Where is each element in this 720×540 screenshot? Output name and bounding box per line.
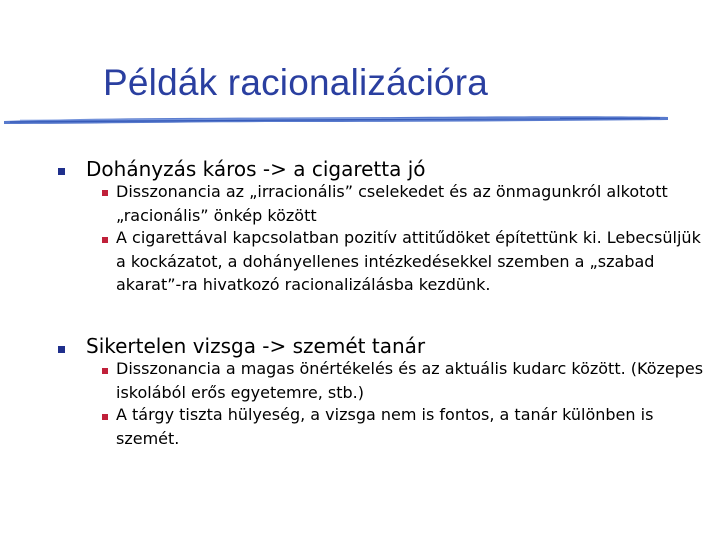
slide-title: Példák racionalizációra [103, 62, 489, 103]
sub-item-exam-dissonance: Disszonancia a magas önértékelés és az aktuális kudarc között. (Közepes iskolából erős egyetemre, stb.) [116, 359, 704, 402]
sub-bullet-square-icon [102, 237, 108, 243]
bullet-square-icon [58, 168, 65, 175]
sub-bullet-square-icon [102, 190, 108, 196]
title-underline-brushstroke [0, 112, 720, 128]
sub-bullet-square-icon [102, 368, 108, 374]
bullet-square-icon [58, 346, 65, 353]
sub-item-smoking-attitudes: A cigarettával kapcsolatban pozitív attitűdöket építettünk ki. Lebecsüljük a kockázatot, a dohányellenes intézkedésekkel szemben a „szabad akarat”-ra hivatkozó racionalizálásba kezdünk. [116, 228, 701, 294]
sub-item-exam-rationalization: A tárgy tiszta hülyeség, a vizsga nem is fontos, a tanár különben is szemét. [116, 405, 654, 448]
sub-item-smoking-dissonance: Disszonancia az „irracionális” cselekedet és az önmagunkról alkotott „racionális” önkép között [116, 182, 668, 225]
bullet-item-failed-exam: Sikertelen vizsga -> szemét tanár [86, 334, 426, 358]
sub-bullet-square-icon [102, 414, 108, 420]
bullet-item-smoking: Dohányzás káros -> a cigaretta jó [86, 157, 426, 181]
